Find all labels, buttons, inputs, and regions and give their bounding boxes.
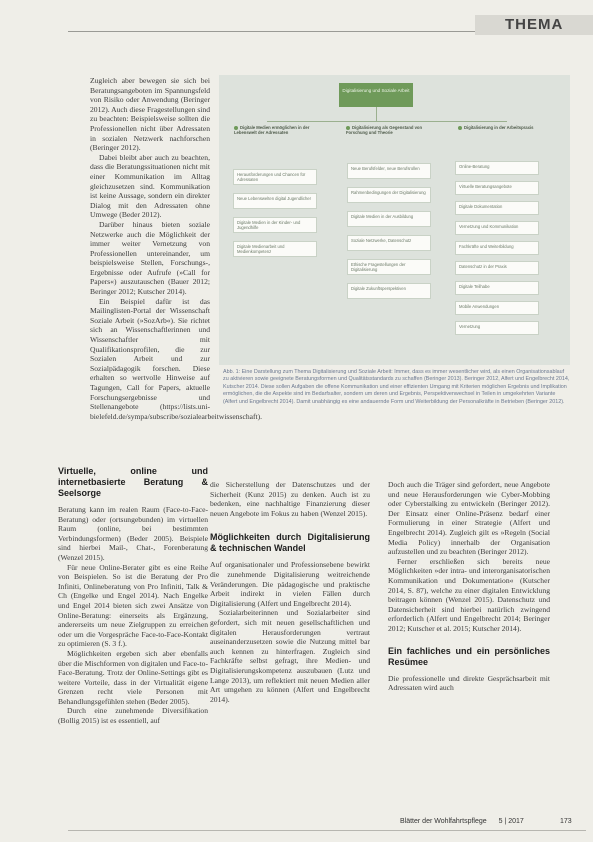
diagram-node: Fachkräfte und Weiterbildung [455,241,539,255]
diagram-node: Virtuelle Beratungsangebote [455,181,539,195]
diagram-branch-1: Digitale Medien ermöglichen in der Lebenswelt der Adressaten [234,125,310,135]
column-3 [388,480,550,693]
section-heading: Ein fachliches und ein persönliches Resümee [388,645,550,667]
diagram-node: Digitale Medienarbeit und Medienkompetenz [233,241,317,257]
diagram-node: Rahmenbedingungen der Digitalisierung [347,187,431,203]
issue-number: 5 | 2017 [498,818,524,825]
paragraph: Ferner erschließen sich bereits neue Möglichkeiten »der intra- und interorganisatorischen Kommunikation und Dokumentation« (Kutscher 2014, S. 87), welche zu einer digitalen Entwicklung beitragen können (Wenzel 2015). Datenschutz und Datensicherheit sind hierbei natürlich zwingend erforderlich (Alfert und Engelbrecht 2014; Beringer 2012; Kutscher et al. 2015; Kutscher 2014). [388,556,550,633]
diagram-node: Soziale Netzwerke, Datenschutz [347,235,431,251]
paragraph: Möglichkeiten ergeben sich aber ebenfalls über die Mischformen von digitalen und Face-to-Face-Beratung. Trotz der Online-Settings gibt es weitere Vorteile, dass in der Virtualität eigene Grenzen recht viele Personen mit Behandlungsgefühlen stehen (Beder 2005). [58,648,208,706]
diagram-node: Datenschutz in der Praxis [455,261,539,275]
diagram-node: Digitale Medien in der Ausbildung [347,211,431,227]
page-number: 173 [560,818,572,825]
page-footer [400,818,572,825]
paragraph: Durch eine zunehmende Diversifikation (Bollig 2015) ist es essentiell, auf [58,706,208,726]
footer-rule [68,830,586,831]
diagram-node: Ethische Fragestellungen der Digitalisierung [347,259,431,275]
diagram-node: Neue Berufsfelder, neue Berufsrollen [347,163,431,179]
diagram-node: Vernetzung [455,321,539,335]
section-heading: Möglichkeiten durch Digitalisierung & technischen Wandel [210,532,370,554]
figure-diagram [219,75,570,365]
figure-caption: Abb. 1: Eine Darstellung zum Thema Digitalisierung und Soziale Arbeit: Immer, dass es immer wesentlicher wird, als einen Organisationsablauf zu aktivieren sowie geeignete Beratungsformen und Qualitätsstandards zu schaffen (Beringer 2013). Beringer 2012, Alfert und Engelbrecht 2014, Kutscher 2014. Diese sollen Aufgaben die offene Kommunikation und einer effizienten Umgang mit Kriterien möglichen Ergebnis und Implikation ermöglichen, die die Aspekte sind im Bedarfsalter, sondern um deren und Ergebnis, Perspektivenwechsel in Teilen in umgekehrten Variante (Alfert und Engelbrecht 2014). Damit unabhängig es eine andauernde Form und Weiterbildung der Personalkräfte in Betrieben (Beringer 2012). [223,369,570,405]
diagram-node: Herausforderungen und Chancen für Adressaten [233,169,317,185]
column-2 [210,480,370,704]
journal-title: Blätter der Wohlfahrtspflege [400,818,487,825]
diagram-node: Digitale Dokumentation [455,201,539,215]
diagram-node: Neue Lebenswelten digital Jugendlicher [233,193,317,209]
diagram-branch-3: Digitalisierung in der Arbeitspraxis [455,123,545,141]
paragraph: Die professionelle und direkte Gesprächsarbeit mit Adressaten wird auch [388,673,550,693]
diagram-node: Digitale Medien in der Kinder- und Jugendhilfe [233,217,317,233]
paragraph: Auf organisationaler und Professionsebene bewirkt die zunehmende Digitalisierung weitreichende Veränderungen. Die pädagogische und praktische Arbeit indirekt in vielen Fällen durch Digitalisierung (Alfert und Engelbrecht 2014). [210,560,370,608]
column-1-bottom [58,462,208,726]
paragraph: Doch auch die Träger sind gefordert, neue Angebote und neue Herausforderungen wie Cyber-Mobbing oder Cyberstalking zu entwickeln (Beringer 2012). Der Einsatz einer Online-Präsenz bedarf einer Formulierung in einer Strategie (Alfert und Engelbrecht 2014). Zugleich gilt es »Regeln (Social Media Policy) innerhalb der Organisation aufzustellen und zu beachten (Beringer 2012). [388,480,550,557]
paragraph: Dabei bleibt aber auch zu beachten, dass die Beratungssituationen nicht mit einer Kommunikation im Alltag gleichzusetzen sind. Kommunikation ist keine Aussage, sondern ein direkter Dialog mit den Adressaten ohne Umwege (Beder 2012). [90,152,210,220]
diagram-node: Vernetzung und Kommunikation [455,221,539,235]
section-label: THEMA [475,15,593,35]
paragraph: Beratung kann im realen Raum (Face-to-Face-Beratung) oder (ortsungebunden) im virtuellen Raum (online, bei bestimmten Verbindungsformen) (Beder 2005). Beispiele sind hierbei Mail-, Chat-, Forenberatung (Wenzel 2015). [58,505,208,562]
paragraph: die Sicherstellung der Datenschutzes und der Sicherheit (Kunz 2015) zu denken. Auch ist zu bedenken, eine nachhaltige Finanzierung dieser neuen Angebote im Fokus zu haben (Wenzel 2015). [210,480,370,518]
paragraph: Für neue Online-Berater gibt es eine Reihe von Beispielen. So ist die Beratung der Pro Infiniti, Onlineberatung von Pro Infiniti, Talk & Ch (Engelke und Engel 2014). Nach Engelke und Engel 2014 bieten sich zwei Ansätze von Online-Beratung: einerseits als Ergänzung, andererseits um neue Zielgruppen zu erreichen oder um die Vorgespräche Face-to-Face-Kontakt zu optimieren (S. 3 f.). [58,562,208,649]
paragraph: Darüber hinaus bieten soziale Netzwerke auch die Möglichkeit der immer weiter Vernetzung von Professionellen untereinander, um beispielsweise Stellen, Forschungs-, Ergebnisse oder Aufrufe (»Call for Papers«) auszutauschen (Bauer 2012; Beringer 2012; Kutscher 2014). [90,219,210,297]
diagram-node: Mobile Anwendungen [455,301,539,315]
paragraph: Sozialarbeiterinnen und Sozialarbeiter sind gefordert, sich mit neuen gesellschaftlichen und digitalen Herausforderungen vertraut auseinanderzusetzen sowie die Nutzung mittel bar auch kennen zu hinterfragen. Zugleich sind Fachkräfte selbst gefragt, ihre Medien- und Digitalisierungskompetenz auszubauen (Lutz und Lange 2013), um reflektiert mit neuen Medien aller Art umgehen zu können (Alfert und Engelbrecht 2014). [210,608,370,704]
bullet-icon [458,126,462,130]
paragraph: Zugleich aber bewegen sie sich bei Beratungsangeboten im Spannungsfeld von Risiko oder Anwendung (Beringer 2012). Auch diese Fragestellungen sind zu beachten: Beispielsweise sollten die Professionellen nicht über Adressaten in sozialen Netzwerk nachforschen (Beringer 2012). [90,76,211,153]
diagram-node: Online-Beratung [455,161,539,175]
connector-line [267,121,507,122]
diagram-node: Digitale Teilhabe [455,281,539,295]
section-heading: Virtuelle, online und internetbasierte Beratung & Seelsorge [58,466,208,498]
diagram-root-node: Digitalisierung und Soziale Arbeit [339,83,413,107]
connector-line [376,107,377,121]
paragraph: Ein Beispiel dafür ist das Mailinglisten-Portal der Wissenschaft Soziale Arbeit (»SozArb«). Sie richtet sich an Wissenschaftlerinnen und Wissenschaftler mit Qualifikationsprofilen, die zur Sozialen Arbeit und zur Sozialpädagogik forschen. Diese erhalten so wertvolle Hinweise auf Tagungen, Call for Papers, aktuelle Forschungsergebnisse und Stellenangebote (https://lists.uni-bielefeld.de/sympa/subscribe/sozialearbeitwissenschaft). [90,296,263,421]
diagram-branch-2: Digitalisierung als Gegenstand von Forschung und Theorie [346,125,423,135]
diagram-node: Digitale Zukunftsperspektiven [347,283,431,299]
